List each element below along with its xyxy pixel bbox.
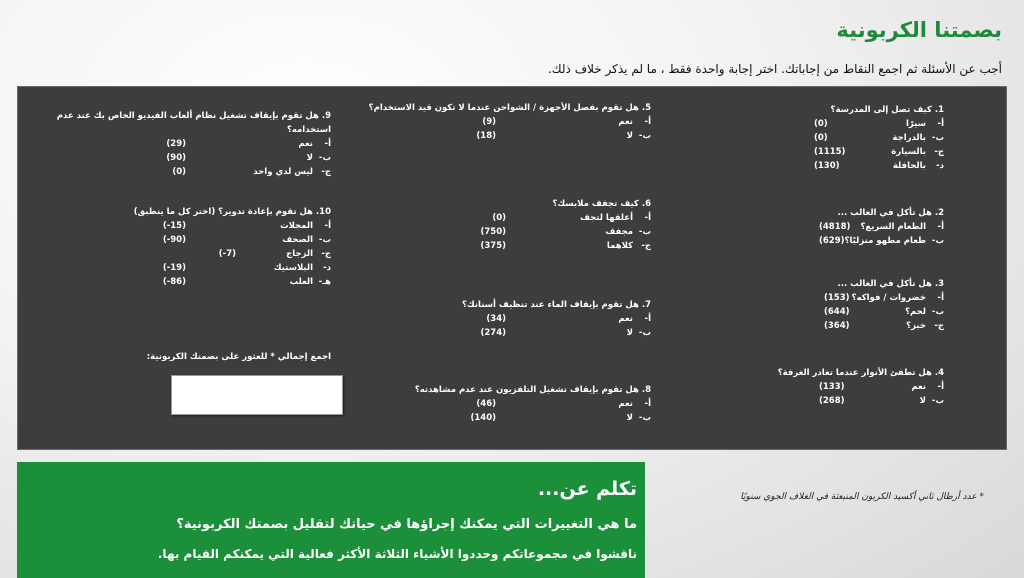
question-text: هل تطفئ الأنوار عندما تغادر الغرفة؟ bbox=[777, 368, 932, 378]
option[interactable]: ب- مجفف (750) bbox=[480, 227, 651, 237]
option[interactable]: أ- أعلقها لتجف (0) bbox=[492, 213, 651, 223]
option[interactable]: ج- خبز؟ (364) bbox=[824, 321, 944, 331]
page-title: بصمتنا الكربونية bbox=[836, 18, 1002, 42]
option[interactable]: أ- نعم (133) bbox=[819, 382, 944, 392]
question-8: 8. هل تقوم بإيقاف تشغيل التلفزيون عند عدم مشاهدته؟ أ- نعم (46) ب- لا (140) bbox=[401, 383, 651, 425]
option[interactable]: ب- طعام مطهو منزليًا؟ (629) bbox=[819, 236, 944, 246]
question-9: 9. هل تقوم بإيقاف تشغيل نظام ألعاب الفيديو الخاص بك عند عدم استخدامه؟ أ- نعم (29) ب- لا (90) ج- ليس لدي واحد (0) bbox=[51, 109, 331, 179]
question-3: 3. هل تأكل في الغالب ... أ- خضروات / فواكه؟ (153) ب- لحم؟ (644) ج- خبز؟ (364) bbox=[774, 277, 944, 333]
question-text: هل تقوم بفصل الأجهزة / الشواحن عندما لا تكون قيد الاستخدام؟ bbox=[368, 103, 639, 113]
total-input[interactable] bbox=[171, 375, 343, 415]
question-text: هل تأكل في الغالب ... bbox=[837, 279, 932, 289]
option[interactable]: ج- الزجاج (-7) bbox=[218, 249, 331, 259]
question-text: هل تقوم بإيقاف الماء عند تنظيف أسنانك؟ bbox=[461, 300, 639, 310]
option[interactable]: أ- المجلات (-15) bbox=[162, 221, 331, 231]
option[interactable]: ب- بالدراجة (0) bbox=[814, 133, 944, 143]
option[interactable]: ب- الصحف (-90) bbox=[162, 235, 331, 245]
option[interactable]: ج- بالسيارة (1115) bbox=[814, 147, 944, 157]
question-text: هل تأكل في الغالب ... bbox=[837, 208, 932, 218]
option[interactable]: ب- لا (274) bbox=[480, 328, 651, 338]
question-text: كيف تجفف ملابسك؟ bbox=[552, 199, 639, 209]
option[interactable]: أ- نعم (29) bbox=[166, 139, 331, 149]
question-text: هل تقوم بإيقاف تشغيل نظام ألعاب الفيديو الخاص بك عند عدم استخدامه؟ bbox=[56, 111, 331, 135]
talk-discussion: ناقشوا في مجموعاتكم وحددوا الأشياء الثلاثة الأكثر فعالية التي يمكنكم القيام بها. bbox=[157, 547, 637, 561]
instructions: أجب عن الأسئلة ثم اجمع النقاط من إجاباتك. اختر إجابة واحدة فقط ، ما لم يذكر خلاف ذلك. bbox=[547, 62, 1002, 76]
talk-about-panel bbox=[17, 462, 645, 578]
question-10: 10. هل تقوم بإعادة تدوير؟ (اختر كل ما ينطبق) أ- المجلات (-15) ب- الصحف (-90) ج- الزجاج (-7) د- البلاستيك (-19) هـ- العلب (-86) bbox=[51, 205, 331, 289]
question-5: 5. هل تقوم بفصل الأجهزة / الشواحن عندما لا تكون قيد الاستخدام؟ أ- نعم (9) ب- لا (18) bbox=[368, 103, 651, 141]
quiz-panel bbox=[17, 86, 1007, 450]
option[interactable]: أ- سيرًا (0) bbox=[814, 119, 944, 129]
option[interactable]: أ- الطعام السريع؟ (4818) bbox=[819, 222, 944, 232]
option[interactable]: د- البلاستيك (-19) bbox=[162, 263, 331, 273]
talk-question: ما هي التغييرات التي يمكنك إجراؤها في حياتك لتقليل بصمتك الكربونية؟ bbox=[176, 517, 637, 532]
option[interactable]: ب- لا (268) bbox=[819, 396, 944, 406]
option[interactable]: هـ- العلب (-86) bbox=[162, 277, 331, 287]
option[interactable]: ب- لحم؟ (644) bbox=[824, 307, 944, 317]
option[interactable]: ج- كلاهما (375) bbox=[480, 241, 651, 251]
question-6: 6. كيف تجفف ملابسك؟ أ- أعلقها لتجف (0) ب- مجفف (750) ج- كلاهما (375) bbox=[401, 197, 651, 253]
option[interactable]: أ- نعم (46) bbox=[476, 399, 651, 409]
footnote: * عدد أرطال ثاني أكسيد الكربون المنبعثة في الغلاف الجوي سنويًا bbox=[740, 492, 984, 502]
option[interactable]: ب- لا (90) bbox=[166, 153, 331, 163]
option[interactable]: ب- لا (140) bbox=[470, 413, 651, 423]
option[interactable]: د- بالحافلة (130) bbox=[814, 161, 944, 171]
question-text: هل تقوم بإيقاف تشغيل التلفزيون عند عدم مشاهدته؟ bbox=[414, 385, 639, 395]
option[interactable]: أ- نعم (34) bbox=[486, 314, 651, 324]
question-7: 7. هل تقوم بإيقاف الماء عند تنظيف أسنانك؟ أ- نعم (34) ب- لا (274) bbox=[401, 298, 651, 340]
option[interactable]: ج- ليس لدي واحد (0) bbox=[172, 167, 331, 177]
option[interactable]: أ- نعم (9) bbox=[482, 117, 651, 127]
question-text: كيف تصل إلى المدرسة؟ bbox=[830, 105, 932, 115]
question-2: 2. هل تأكل في الغالب ... أ- الطعام السريع؟ (4818) ب- طعام مطهو منزليًا؟ (629) bbox=[774, 206, 944, 248]
total-label: اجمع إجمالي * للعثور على بصمتك الكربونية: bbox=[146, 352, 331, 362]
talk-title: تكلم عن... bbox=[537, 478, 637, 500]
question-text: هل تقوم بإعادة تدوير؟ (اختر كل ما ينطبق) bbox=[133, 207, 313, 217]
option[interactable]: أ- خضروات / فواكه؟ (153) bbox=[824, 293, 944, 303]
question-1: 1. كيف تصل إلى المدرسة؟ أ- سيرًا (0) ب- بالدراجة (0) ج- بالسيارة (1115) د- بالحافلة (130) bbox=[774, 103, 944, 173]
option[interactable]: ب- لا (18) bbox=[476, 131, 651, 141]
question-4: 4. هل تطفئ الأنوار عندما تغادر الغرفة؟ أ- نعم (133) ب- لا (268) bbox=[774, 366, 944, 408]
